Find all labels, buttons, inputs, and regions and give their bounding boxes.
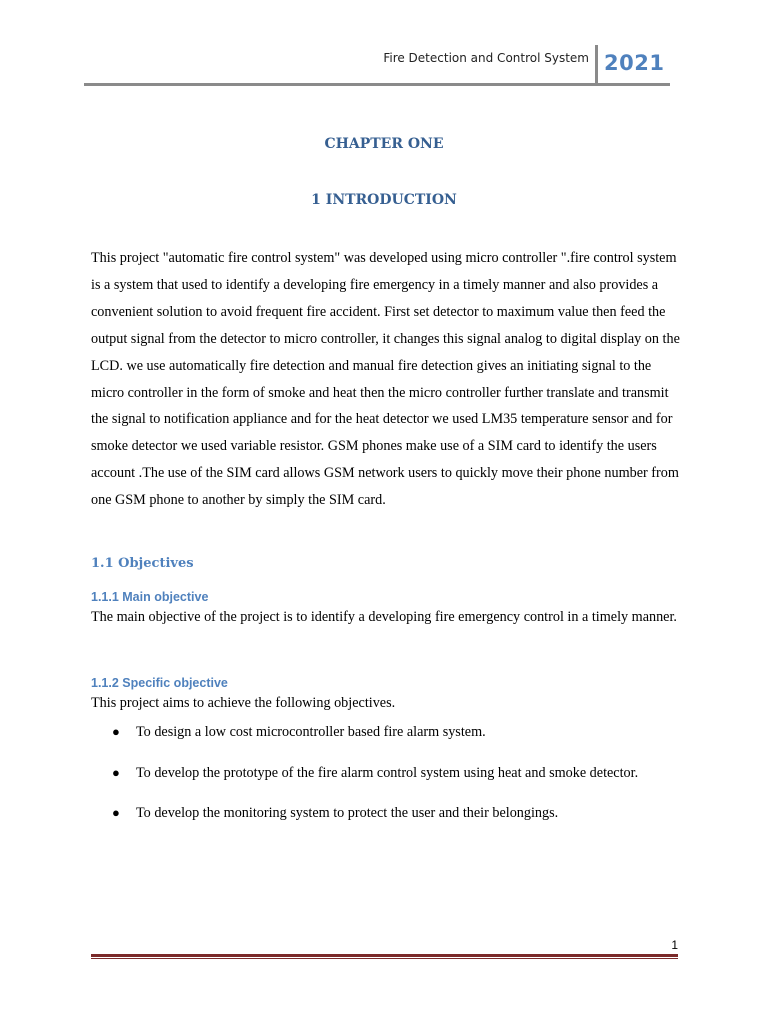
objectives-heading: 1.1 Objectives xyxy=(91,556,194,571)
bullet-icon: ● xyxy=(112,764,120,780)
list-item xyxy=(91,719,691,760)
running-header-year: 2021 xyxy=(604,51,665,75)
main-objective-text: The main objective of the project is to identify a developing fire emergency control in a timely manner. xyxy=(91,609,677,625)
running-header-title: Fire Detection and Control System xyxy=(383,51,589,65)
chapter-label: CHAPTER ONE xyxy=(324,136,444,152)
intro-paragraph: This project "automatic fire control system" was developed using micro controller ".fire control system is a system that used to identify a developing fire emergency in a timely manner and also provides a convenient solution to avoid frequent fire accident. First set detector to maximum value then feed the output signal from the detector to micro controller, it changes this signal analog to digital display on the LCD. we use automatically fire detection and manual fire detection gives an initiating signal to the micro controller in the form of smoke and heat then the micro controller further translate and transmit the signal to notification appliance and for the heat detector we used LM35 temperature sensor and for smoke detector we used variable resistor. GSM phones make use of a SIM card to identify the users account .The use of the SIM card allows GSM network users to quickly move their phone number from one GSM phone to another by simply the SIM card. xyxy=(91,250,680,509)
header-divider xyxy=(595,45,598,84)
list-item-text: To design a low cost microcontroller based fire alarm system. xyxy=(136,724,486,740)
page-number: 1 xyxy=(671,938,678,952)
bullet-icon: ● xyxy=(112,805,120,820)
bullet-icon: ● xyxy=(112,724,120,739)
list-item-text: To develop the monitoring system to protect the user and their belongings. xyxy=(136,805,559,821)
footer-rule-thin xyxy=(91,958,678,959)
specific-objective-text: This project aims to achieve the following objectives. xyxy=(91,695,396,711)
section-title: 1 INTRODUCTION xyxy=(311,192,457,208)
header-rule xyxy=(84,83,670,86)
list-item xyxy=(91,760,691,801)
main-objective-heading: 1.1.1 Main objective xyxy=(91,590,209,604)
list-item xyxy=(91,800,691,841)
list-item-text: To develop the prototype of the fire alarm control system using heat and smoke detector. xyxy=(136,764,639,781)
specific-objective-heading: 1.1.2 Specific objective xyxy=(91,676,228,690)
footer-rule-thick xyxy=(91,954,678,957)
objectives-list xyxy=(91,719,691,841)
